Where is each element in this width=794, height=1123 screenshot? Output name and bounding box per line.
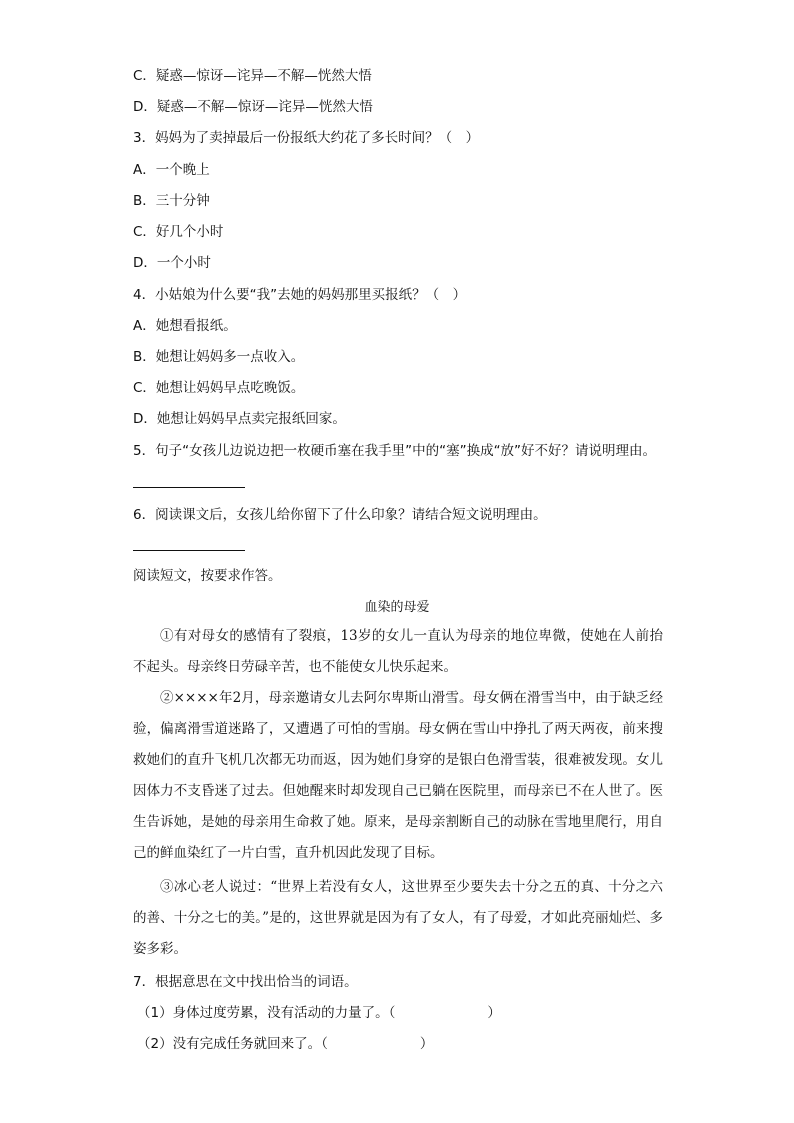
q5-question: 5．句子“女孩儿边说边把一枚硬币塞在我手里”中的“塞”换成“放”好不好？请说明理由。 <box>133 443 657 459</box>
q7-item-1-close: ） <box>487 1005 501 1021</box>
q3-option-c: C．好几个小时 <box>133 224 224 240</box>
q3-option-b: B．三十分钟 <box>133 193 210 209</box>
q3-option-a: A．一个晚上 <box>133 162 210 178</box>
q7-item-2 <box>137 1034 433 1054</box>
q5-answer-line[interactable] <box>133 487 245 488</box>
passage-title: 血染的母爱 <box>364 600 430 615</box>
q4-option-b: B．她想让妈妈多一点收入。 <box>133 349 305 365</box>
passage-paragraph-3: ③冰心老人说过：“世界上若没有女人，这世界至少要失去十分之五的真、十分之六的善、十分之七的美。”是的，这世界就是因为有了女人，有了母爱，才如此亮丽灿烂、多姿多彩。 <box>133 879 663 957</box>
q7-item-2-close: ） <box>419 1036 434 1052</box>
q7-question: 7．根据意思在文中找出恰当的词语。 <box>133 974 358 990</box>
passage-paragraph-2: ②××××年2月，母亲邀请女儿去阿尔卑斯山滑雪。母女俩在滑雪当中，由于缺乏经验，偏离滑雪道迷路了，又遭遇了可怕的雪崩。母女俩在雪山中挣扎了两天两夜，前来搜救她们的直升飞机几次都无功而返，因为她们身穿的是银白色滑雪装，很难被发现。女儿因体力不支昏迷了过去。但她醒来时却发现自己已躺在医院里，而母亲已不在人世了。医生告诉她，是她的母亲用生命救了她。原来，是母亲割断自己的动脉在雪地里爬行，用自己的鲜血染红了一片白雪，直升机因此发现了目标。 <box>133 690 663 861</box>
passage-paragraph-1: ①有对母女的感情有了裂痕，13岁的女儿一直认为母亲的地位卑微，使她在人前抬不起头。母亲终日劳碌辛苦，也不能使女儿快乐起来。 <box>133 628 663 675</box>
q4-option-a: A．她想看报纸。 <box>133 318 237 334</box>
q6-answer-line[interactable] <box>133 550 245 551</box>
q4-question: 4．小姑娘为什么要“我”去她的妈妈那里买报纸？（ ） <box>133 287 467 303</box>
q2-option-c: C．疑惑—惊讶—诧异—不解—恍然大悟 <box>133 68 372 84</box>
q4-option-c: C．她想让妈妈早点吃晚饭。 <box>133 380 305 396</box>
q7-item-1 <box>137 1003 501 1023</box>
q7-item-2-text: （2）没有完成任务就回来了。（ <box>137 1036 328 1052</box>
q3-question: 3．妈妈为了卖掉最后一份报纸大约花了多长时间？（ ） <box>133 130 480 146</box>
q4-option-d: D．她想让妈妈早点卖完报纸回家。 <box>133 411 346 427</box>
q7-item-1-text: （1）身体过度劳累，没有活动的力量了。（ <box>137 1005 396 1021</box>
reading-instruction: 阅读短文，按要求作答。 <box>133 568 282 584</box>
q2-option-d: D．疑惑—不解—惊讶—诧异—恍然大悟 <box>133 99 373 115</box>
q3-option-d: D．一个小时 <box>133 255 211 271</box>
q6-question: 6．阅读课文后，女孩儿给你留下了什么印象？请结合短文说明理由。 <box>133 507 547 523</box>
